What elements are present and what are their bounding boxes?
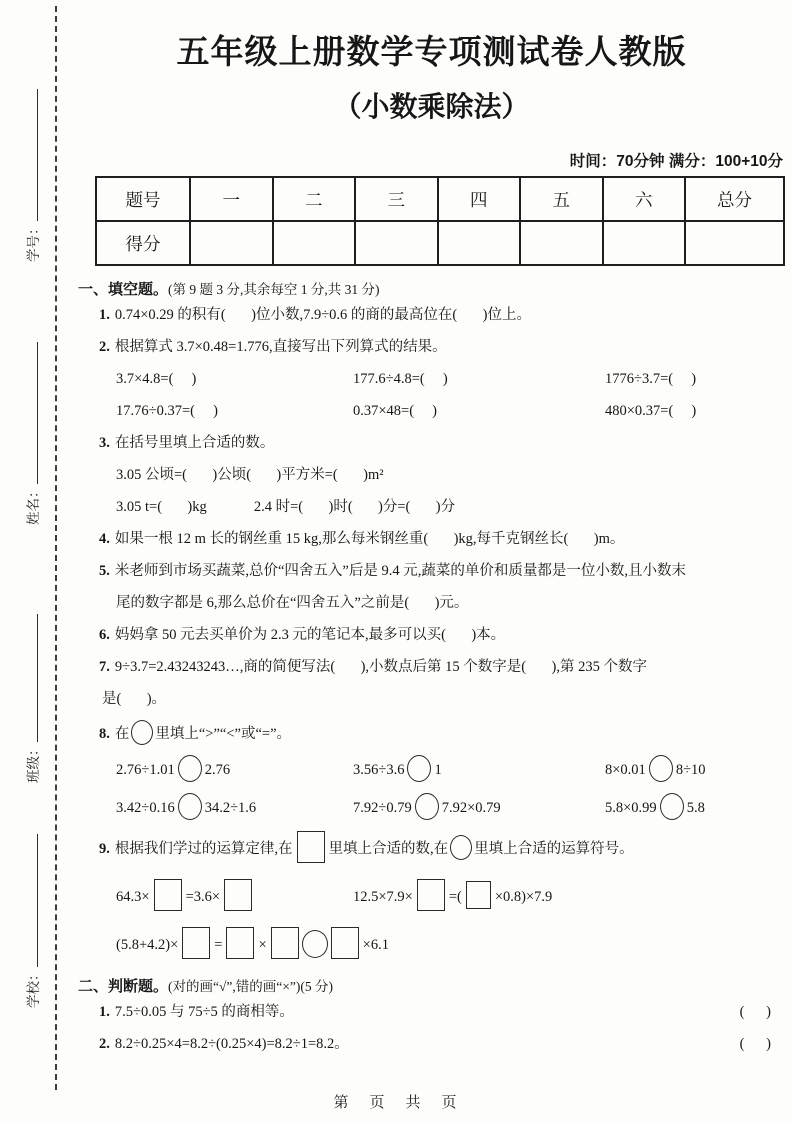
expr-part: 12.5×7.9× — [353, 889, 413, 905]
section1-note: (第 9 题 3 分,其余每空 1 分,共 31 分) — [168, 282, 380, 297]
answer-parens: ( ) — [739, 1036, 771, 1052]
expr-left: 8×0.01 — [605, 762, 646, 778]
compare-circle — [415, 793, 439, 820]
expr-part: 64.3× — [116, 889, 150, 905]
fill-box — [224, 879, 252, 911]
expr-left: 5.8×0.99 — [605, 800, 657, 816]
school-field — [22, 835, 42, 1009]
question-3 — [78, 432, 785, 454]
question-number: 2. — [99, 339, 110, 355]
expr-right: 5.8 — [686, 800, 705, 816]
question-number: 2. — [99, 1036, 110, 1052]
compare-item — [353, 755, 605, 785]
fill-box — [271, 927, 299, 959]
question-2 — [78, 336, 785, 358]
score-blank-cell — [273, 221, 356, 265]
score-header-cell: 题号 — [96, 177, 190, 221]
question-text: 里填上“>”“<”或“=”。 — [155, 726, 292, 742]
score-blank-cell — [603, 221, 686, 265]
calc-item: 17.76÷0.37=( ) — [116, 403, 218, 419]
class-label: 班级： — [26, 742, 41, 783]
compare-item — [116, 755, 353, 785]
fill-box — [182, 927, 210, 959]
compare-circle — [178, 793, 202, 820]
student-id-blank-line — [25, 90, 38, 222]
name-blank-line — [25, 343, 38, 485]
calc-item: 0.37×48=( ) — [353, 403, 438, 419]
question-number: 1. — [99, 307, 110, 323]
question-text: 妈妈拿 50 元去买单价为 2.3 元的笔记本,最多可以买( )本。 — [114, 627, 506, 643]
question-text: 0.74×0.29 的积有( )位小数,7.9÷0.6 的商的最高位在( )位上。 — [114, 307, 531, 323]
question-2-row2 — [78, 400, 785, 422]
question-7 — [78, 656, 785, 678]
question-3-line2: 3.05 t=( )kg 2.4 时=( )时( )分=( )分 — [116, 499, 456, 515]
question-text: 米老师到市场买蔬菜,总价“四舍五入”后是 9.4 元,蔬菜的单价和质量都是一位小数,且小数末 — [114, 563, 686, 579]
question-text: 里填上合适的数,在 — [328, 841, 449, 857]
question-text: 8.2÷0.25×4=8.2÷(0.25×4)=8.2÷1=8.2。 — [114, 1036, 349, 1052]
score-header-cell: 三 — [355, 177, 438, 221]
question-text: 里填上合适的运算符号。 — [474, 841, 634, 857]
expr-left: 2.76÷1.01 — [116, 762, 175, 778]
expr-part: ×0.8)×7.9 — [494, 889, 553, 905]
judgment-2 — [78, 1033, 785, 1055]
fill-circle — [131, 720, 153, 745]
expr-right: 8÷10 — [675, 762, 706, 778]
class-blank-line — [25, 615, 38, 743]
student-id-label: 学号： — [26, 221, 41, 262]
question-text: 9÷3.7=2.43243243…,商的简便写法( ),小数点后第 15 个数字是( ),第 235 个数字 — [114, 659, 647, 675]
calc-item: 480×0.37=( ) — [605, 403, 697, 419]
equation-item — [116, 879, 353, 915]
judgment-text-wrap — [99, 1001, 294, 1023]
school-blank-line — [25, 835, 38, 968]
expr-part: =3.6× — [185, 889, 221, 905]
fill-box — [331, 927, 359, 959]
score-blank-cell — [190, 221, 273, 265]
answer-parens: ( ) — [739, 1004, 771, 1020]
calc-item: 3.7×4.8=( ) — [116, 371, 197, 387]
compare-item — [605, 793, 785, 823]
question-6 — [78, 624, 785, 646]
score-blank-cell — [355, 221, 438, 265]
question-3-line1: 3.05 公顷=( )公顷( )平方米=( )m² — [116, 467, 384, 483]
question-7-line2: 是( )。 — [102, 691, 167, 707]
question-number: 6. — [99, 627, 110, 643]
paper-content — [78, 26, 785, 1065]
expr-part: = — [214, 937, 223, 953]
score-blank-cell — [438, 221, 521, 265]
score-blank-cell — [685, 221, 784, 265]
question-9-row1 — [78, 879, 785, 915]
section1-title: 一、填空题。 — [78, 282, 169, 298]
question-text: 7.5÷0.05 与 75÷5 的商相等。 — [114, 1004, 294, 1020]
compare-circle — [649, 755, 673, 782]
fill-circle — [302, 930, 328, 958]
school-label: 学校： — [26, 967, 41, 1008]
calc-item: 1776÷3.7=( ) — [605, 371, 697, 387]
question-number: 9. — [99, 841, 110, 857]
calc-item: 177.6÷4.8=( ) — [353, 371, 448, 387]
score-header-cell: 六 — [603, 177, 686, 221]
compare-item — [116, 793, 353, 823]
score-header-cell: 四 — [438, 177, 521, 221]
fill-box — [417, 879, 445, 911]
compare-circle — [178, 755, 202, 782]
expr-right: 7.92×0.79 — [441, 800, 501, 816]
question-number: 3. — [99, 435, 110, 451]
expr-left: 3.42÷0.16 — [116, 800, 175, 816]
score-row-label: 得分 — [96, 221, 190, 265]
score-blank-cell — [520, 221, 603, 265]
expr-right: 34.2÷1.6 — [204, 800, 257, 816]
expr-part: × — [258, 937, 267, 953]
judgment-1 — [78, 1001, 785, 1023]
score-header-cell: 一 — [190, 177, 273, 221]
score-header-cell: 总分 — [685, 177, 784, 221]
section2-title: 二、判断题。 — [78, 979, 169, 995]
compare-circle — [660, 793, 684, 820]
question-4 — [78, 528, 785, 550]
seal-dashed-line — [55, 6, 57, 1090]
paper-subtitle: （小数乘除法） — [333, 91, 530, 122]
section1-heading — [78, 278, 785, 299]
question-9 — [78, 831, 785, 867]
student-id-field — [22, 90, 42, 263]
fill-box — [226, 927, 254, 959]
fill-box — [297, 831, 325, 863]
paper-title: 五年级上册数学专项测试卷人教版 — [176, 33, 687, 70]
question-number: 8. — [99, 726, 110, 742]
score-header-cell: 五 — [520, 177, 603, 221]
section2-note: (对的画“√”,错的画“×”)(5 分) — [168, 979, 334, 994]
expr-right: 2.76 — [204, 762, 231, 778]
question-5 — [78, 560, 785, 582]
score-table-header-row — [96, 177, 784, 221]
question-number: 5. — [99, 563, 110, 579]
page-footer: 第 页 共 页 — [333, 1095, 460, 1111]
question-number: 7. — [99, 659, 110, 675]
question-5-line2: 尾的数字都是 6,那么总价在“四舍五入”之前是( )元。 — [116, 595, 469, 611]
question-8-row1 — [78, 755, 785, 785]
question-number: 1. — [99, 1004, 110, 1020]
question-text: 根据算式 3.7×0.48=1.776,直接写出下列算式的结果。 — [114, 339, 447, 355]
question-2-row1 — [78, 368, 785, 390]
question-8-row2 — [78, 793, 785, 823]
judgment-text-wrap — [99, 1033, 349, 1055]
question-1 — [78, 304, 785, 326]
expr-left: 7.92÷0.79 — [353, 800, 412, 816]
expr-left: 3.56÷3.6 — [353, 762, 405, 778]
equation-item — [353, 879, 552, 915]
name-field — [22, 343, 42, 526]
question-text: 在括号里填上合适的数。 — [114, 435, 275, 451]
fill-box — [154, 879, 182, 911]
expr-part: ×6.1 — [362, 937, 389, 953]
score-header-cell: 二 — [273, 177, 356, 221]
compare-circle — [407, 755, 431, 782]
compare-item — [353, 793, 605, 823]
fill-box — [466, 881, 491, 909]
expr-part: (5.8+4.2)× — [116, 937, 179, 953]
question-text: 根据我们学过的运算定律,在 — [114, 841, 293, 857]
question-text: 如果一根 12 m 长的钢丝重 15 kg,那么每米钢丝重( )kg,每千克钢丝长( )m。 — [114, 531, 625, 547]
class-field — [22, 615, 42, 784]
fill-circle — [450, 835, 472, 860]
question-number: 4. — [99, 531, 110, 547]
question-8 — [78, 720, 785, 745]
compare-item — [605, 755, 785, 785]
score-table-score-row — [96, 221, 784, 265]
time-score-info: 时间：70分钟 满分：100+10分 — [569, 153, 783, 170]
expr-right: 1 — [434, 762, 442, 778]
score-table — [95, 176, 785, 266]
section2-heading — [78, 975, 785, 996]
question-9-row2 — [78, 927, 785, 963]
expr-part: =( — [448, 889, 462, 905]
question-text: 在 — [114, 726, 130, 742]
name-label: 姓名： — [26, 484, 41, 525]
